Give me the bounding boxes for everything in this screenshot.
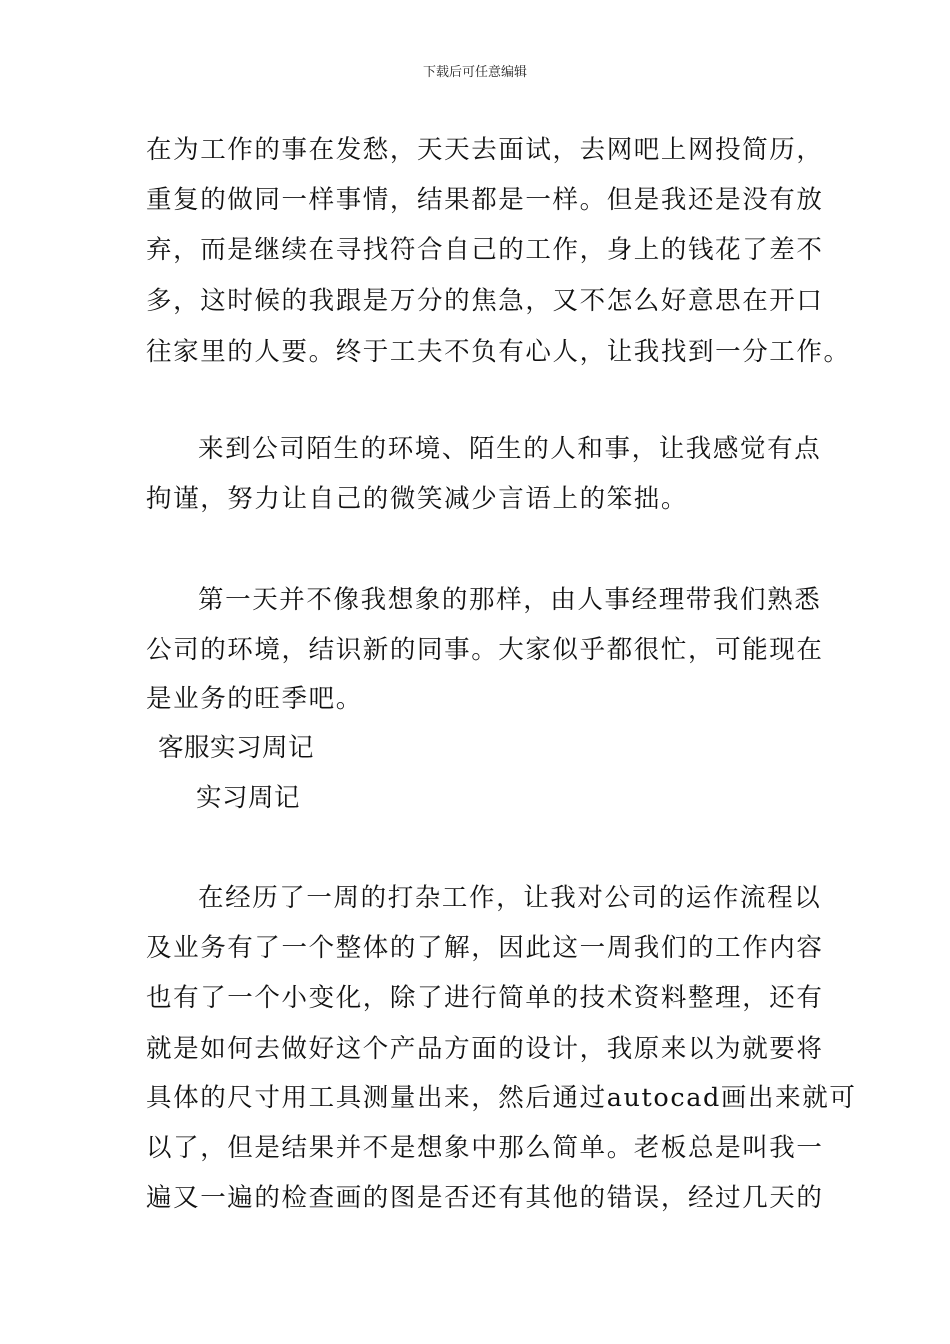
paragraph-1-line-5: 往家里的人要。终于工夫不负有心人，让我找到一分工作。 [146, 337, 851, 367]
paragraph-1-line-3: 弃，而是继续在寻找符合自己的工作，身上的钱花了差不 [146, 235, 824, 265]
paragraph-3-line-2: 公司的环境，结识新的同事。大家似乎都很忙，可能现在 [146, 635, 824, 665]
paragraph-3-line-1: 第一天并不像我想象的那样，由人事经理带我们熟悉 [198, 585, 822, 615]
paragraph-4-line-1: 在经历了一周的打杂工作，让我对公司的运作流程以 [198, 883, 822, 913]
paragraph-4-line-3: 也有了一个小变化，除了进行简单的技术资料整理，还有 [146, 983, 824, 1013]
paragraph-4-line-5: 具体的尺寸用工具测量出来，然后通过autocad画出来就可 [146, 1083, 857, 1113]
paragraph-1-line-2: 重复的做同一样事情，结果都是一样。但是我还是没有放 [146, 185, 824, 215]
paragraph-3-line-3: 是业务的旺季吧。 [146, 684, 363, 714]
page-header: 下载后可任意编辑 [422, 65, 527, 80]
paragraph-2-line-1: 来到公司陌生的环境、陌生的人和事，让我感觉有点 [198, 434, 822, 464]
subtitle: 实习周记 [196, 783, 301, 813]
paragraph-1-line-1: 在为工作的事在发愁，天天去面试，去网吧上网投简历， [146, 135, 824, 165]
paragraph-4-line-4: 就是如何去做好这个产品方面的设计，我原来以为就要将 [146, 1034, 824, 1064]
paragraph-4-line-2: 及业务有了一个整体的了解，因此这一周我们的工作内容 [146, 933, 824, 963]
paragraph-2-line-2: 拘谨，努力让自己的微笑减少言语上的笨拙。 [146, 484, 689, 514]
section-title: 客服实习周记 [158, 733, 315, 763]
paragraph-4-line-7: 遍又一遍的检查画的图是否还有其他的错误，经过几天的 [146, 1183, 824, 1213]
paragraph-1-line-4: 多，这时候的我跟是万分的焦急，又不怎么好意思在开口 [146, 286, 824, 316]
paragraph-4-line-6: 以了，但是结果并不是想象中那么简单。老板总是叫我一 [146, 1133, 824, 1163]
